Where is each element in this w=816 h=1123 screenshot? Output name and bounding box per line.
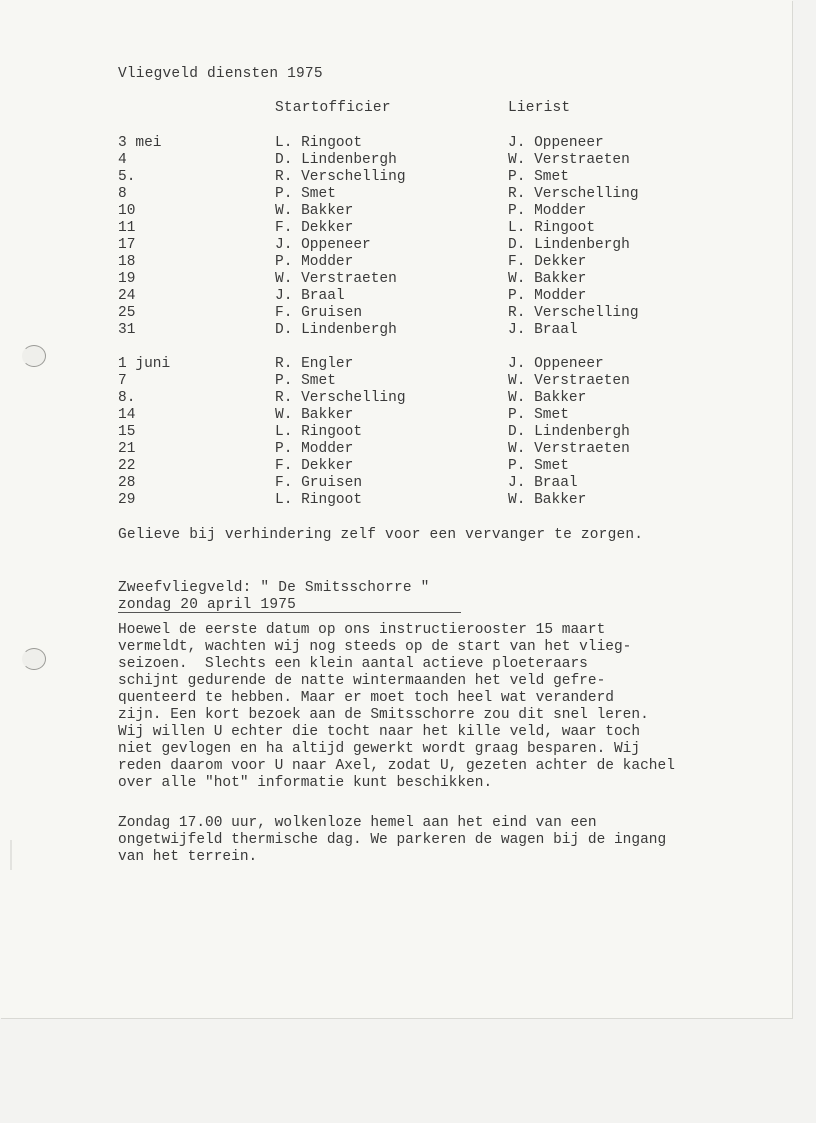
startofficier-name: W. Bakker — [275, 407, 354, 423]
startofficier-name: P. Modder — [275, 254, 354, 270]
lierist-name: W. Bakker — [508, 492, 587, 508]
schedule-date: 18 — [118, 254, 136, 270]
section-heading: Zweefvliegveld: " De Smitsschorre " — [118, 580, 430, 596]
startofficier-name: L. Ringoot — [275, 424, 363, 440]
schedule-row — [118, 237, 639, 254]
schedule-date: 31 — [118, 322, 136, 338]
schedule-row — [118, 492, 630, 509]
section-date: zondag 20 april 1975 — [118, 597, 297, 613]
lierist-name: R. Verschelling — [508, 305, 639, 321]
lierist-name: P. Smet — [508, 458, 569, 474]
schedule-row — [118, 220, 639, 237]
lierist-name: W. Verstraeten — [508, 152, 630, 168]
schedule-row — [118, 356, 630, 373]
schedule-date: 11 — [118, 220, 136, 236]
schedule-row — [118, 390, 630, 407]
punch-hole — [22, 648, 46, 670]
schedule-row — [118, 169, 639, 186]
schedule-date: 25 — [118, 305, 136, 321]
lierist-name: W. Bakker — [508, 271, 587, 287]
schedule-date: 8 — [118, 186, 127, 202]
lierist-name: W. Verstraeten — [508, 441, 630, 457]
lierist-name: J. Oppeneer — [508, 135, 604, 151]
schedule-date: 24 — [118, 288, 136, 304]
startofficier-name: J. Oppeneer — [275, 237, 371, 253]
schedule-row — [118, 152, 639, 169]
startofficier-name: L. Ringoot — [275, 135, 363, 151]
schedule-date: 8. — [118, 390, 136, 406]
startofficier-name: R. Verschelling — [275, 390, 406, 406]
schedule-date: 19 — [118, 271, 136, 287]
lierist-name: D. Lindenbergh — [508, 424, 630, 440]
paragraph-intro: Hoewel de eerste datum op ons instructierooster 15 maart vermeldt, wachten wij nog steeds op de start van het vlieg- seizoen. Slechts een klein aantal actieve ploeteraars schijnt gedurende de natte wintermaanden het veld gefre- quenteerd te hebben. Maar er moet toch heel wat veranderd zijn. Een kort bezoek aan de Smitsschorre zou dit snel leren. Wij willen U echter die tocht naar het kille veld, waar toch niet gevlogen en ha altijd gewerkt wordt graag besparen. Wij reden daarom voor U naar Axel, zodat U, gezeten achter de kachel over alle "hot" informatie kunt beschikken. — [118, 622, 675, 791]
startofficier-name: J. Braal — [275, 288, 345, 304]
schedule-table-june — [118, 356, 630, 509]
column-header-startofficier: Startofficier — [275, 100, 391, 116]
paper-mark — [10, 840, 12, 870]
schedule-row — [118, 203, 639, 220]
lierist-name: J. Braal — [508, 475, 578, 491]
startofficier-name: F. Gruisen — [275, 305, 363, 321]
schedule-row — [118, 288, 639, 305]
schedule-row — [118, 254, 639, 271]
schedule-date: 10 — [118, 203, 136, 219]
schedule-row — [118, 271, 639, 288]
schedule-row — [118, 407, 630, 424]
lierist-name: W. Verstraeten — [508, 373, 630, 389]
document-title: Vliegveld diensten 1975 — [118, 66, 323, 82]
column-header-lierist: Lierist — [508, 100, 571, 116]
lierist-name: W. Bakker — [508, 390, 587, 406]
lierist-name: R. Verschelling — [508, 186, 639, 202]
schedule-row — [118, 322, 639, 339]
startofficier-name: W. Bakker — [275, 203, 354, 219]
schedule-date: 3 mei — [118, 135, 162, 151]
schedule-row — [118, 458, 630, 475]
replacement-note: Gelieve bij verhindering zelf voor een vervanger te zorgen. — [118, 527, 644, 543]
lierist-name: D. Lindenbergh — [508, 237, 630, 253]
startofficier-name: F. Dekker — [275, 458, 354, 474]
schedule-date: 28 — [118, 475, 136, 491]
schedule-table-may — [118, 135, 639, 339]
startofficier-name: F. Dekker — [275, 220, 354, 236]
lierist-name: P. Smet — [508, 407, 569, 423]
schedule-date: 5. — [118, 169, 136, 185]
schedule-row — [118, 186, 639, 203]
startofficier-name: P. Modder — [275, 441, 354, 457]
startofficier-name: W. Verstraeten — [275, 271, 397, 287]
startofficier-name: R. Engler — [275, 356, 354, 372]
heading-underline — [118, 612, 461, 613]
startofficier-name: P. Smet — [275, 186, 336, 202]
schedule-date: 7 — [118, 373, 127, 389]
startofficier-name: D. Lindenbergh — [275, 152, 397, 168]
schedule-date: 29 — [118, 492, 136, 508]
schedule-row — [118, 305, 639, 322]
schedule-row — [118, 475, 630, 492]
startofficier-name: R. Verschelling — [275, 169, 406, 185]
startofficier-name: P. Smet — [275, 373, 336, 389]
schedule-row — [118, 424, 630, 441]
punch-hole — [22, 345, 46, 367]
schedule-row — [118, 135, 639, 152]
paragraph-sunday: Zondag 17.00 uur, wolkenloze hemel aan het eind van een ongetwijfeld thermische dag. We parkeren de wagen bij de ingang van het terrein. — [118, 815, 667, 865]
lierist-name: P. Modder — [508, 288, 587, 304]
schedule-date: 21 — [118, 441, 136, 457]
lierist-name: F. Dekker — [508, 254, 587, 270]
startofficier-name: D. Lindenbergh — [275, 322, 397, 338]
lierist-name: J. Braal — [508, 322, 578, 338]
schedule-date: 17 — [118, 237, 136, 253]
startofficier-name: F. Gruisen — [275, 475, 363, 491]
schedule-row — [118, 373, 630, 390]
lierist-name: L. Ringoot — [508, 220, 596, 236]
schedule-row — [118, 441, 630, 458]
startofficier-name: L. Ringoot — [275, 492, 363, 508]
schedule-date: 14 — [118, 407, 136, 423]
lierist-name: J. Oppeneer — [508, 356, 604, 372]
lierist-name: P. Smet — [508, 169, 569, 185]
schedule-date: 22 — [118, 458, 136, 474]
schedule-date: 4 — [118, 152, 127, 168]
schedule-date: 1 juni — [118, 356, 171, 372]
schedule-date: 15 — [118, 424, 136, 440]
lierist-name: P. Modder — [508, 203, 587, 219]
